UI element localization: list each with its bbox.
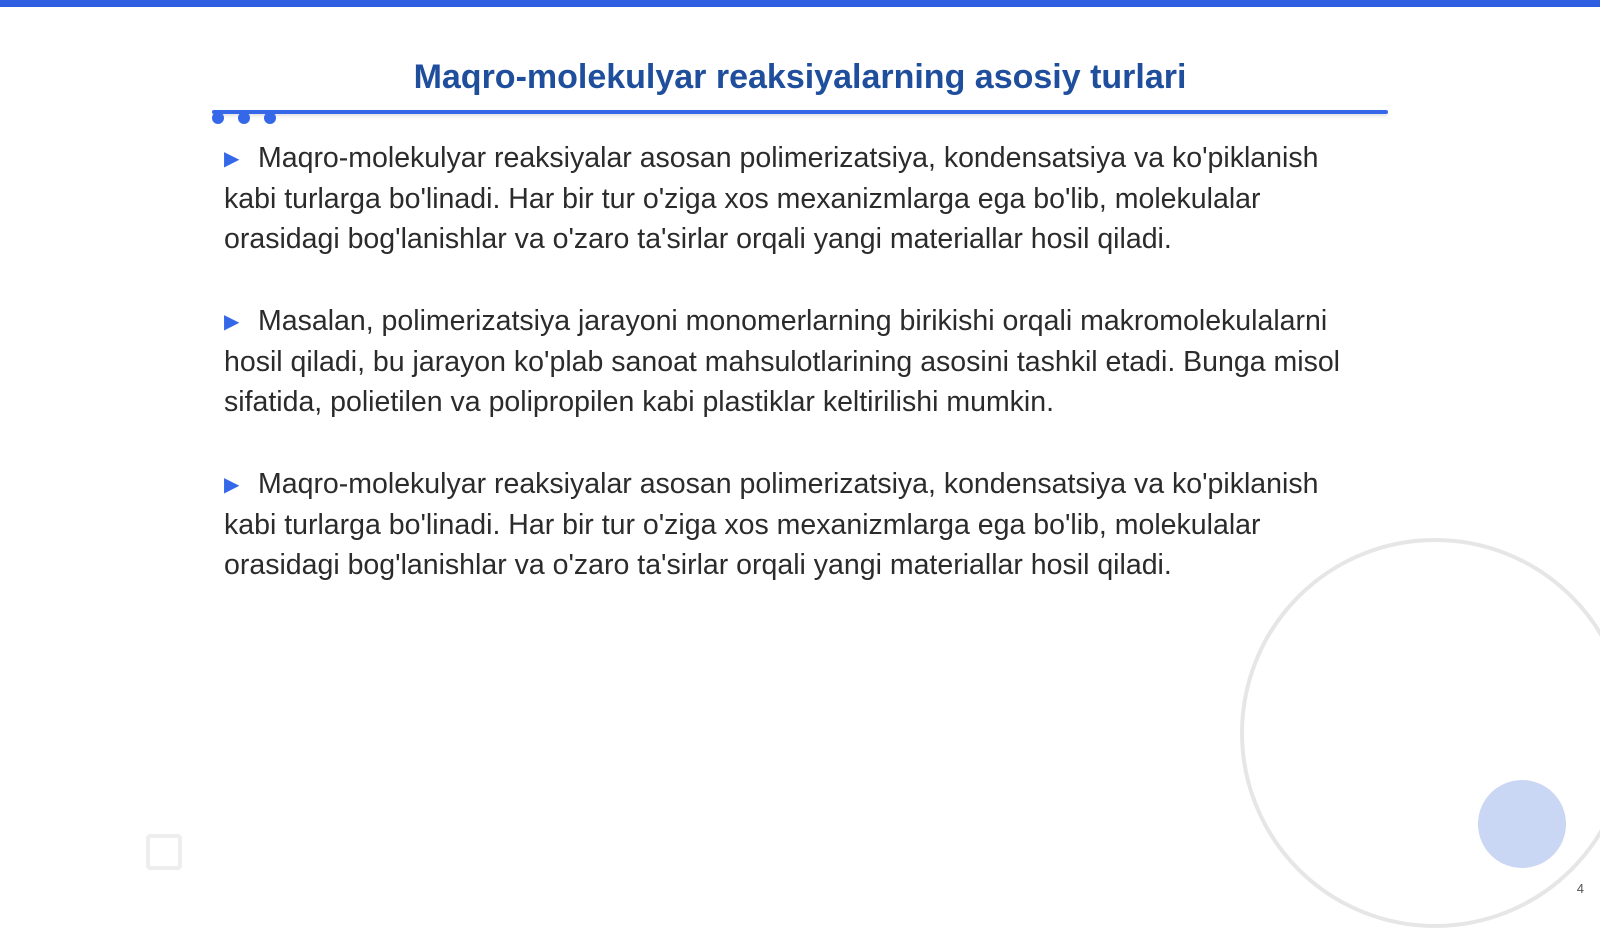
bullet-item xyxy=(224,464,1374,585)
decorative-circle xyxy=(1478,780,1566,868)
decorative-ring xyxy=(1240,538,1600,928)
triangle-bullet-icon: ▶ xyxy=(224,474,240,496)
bullet-item xyxy=(224,301,1374,422)
top-accent-bar xyxy=(0,0,1600,7)
slide-title: Maqro-molekulyar reaksiyalarning asosiy turlari xyxy=(413,58,1187,96)
bullet-list xyxy=(224,138,1374,627)
underline-dot xyxy=(238,112,250,124)
triangle-bullet-icon: ▶ xyxy=(224,148,240,170)
bullet-text: Maqro-molekulyar reaksiyalar asosan polimerizatsiya, kondensatsiya va ko'piklanish kabi turlarga bo'linadi. Har bir tur o'ziga xos mexanizmlarga ega bo'lib, molekulalar orasidagi bog'lanishlar va o'zaro ta'sirlar orqali yangi materiallar hosil qiladi. xyxy=(224,468,1319,581)
bullet-text: Masalan, polimerizatsiya jarayoni monomerlarning birikishi orqali makromolekulalarni hosil qiladi, bu jarayon ko'plab sanoat mahsulotlarining asosini tashkil etadi. Bunga misol sifatida, polietilen va polipropilen kabi plastiklar keltirilishi mumkin. xyxy=(224,305,1341,418)
underline-dot xyxy=(212,112,224,124)
page-number: 4 xyxy=(1576,881,1584,896)
underline-dot xyxy=(264,112,276,124)
bullet-text: Maqro-molekulyar reaksiyalar asosan polimerizatsiya, kondensatsiya va ko'piklanish kabi turlarga bo'linadi. Har bir tur o'ziga xos mexanizmlarga ega bo'lib, molekulalar orasidagi bog'lanishlar va o'zaro ta'sirlar orqali yangi materiallar hosil qiladi. xyxy=(224,142,1319,255)
decorative-square xyxy=(146,834,182,870)
title-underline xyxy=(212,110,1388,114)
bullet-item xyxy=(224,138,1374,259)
triangle-bullet-icon: ▶ xyxy=(224,311,240,333)
